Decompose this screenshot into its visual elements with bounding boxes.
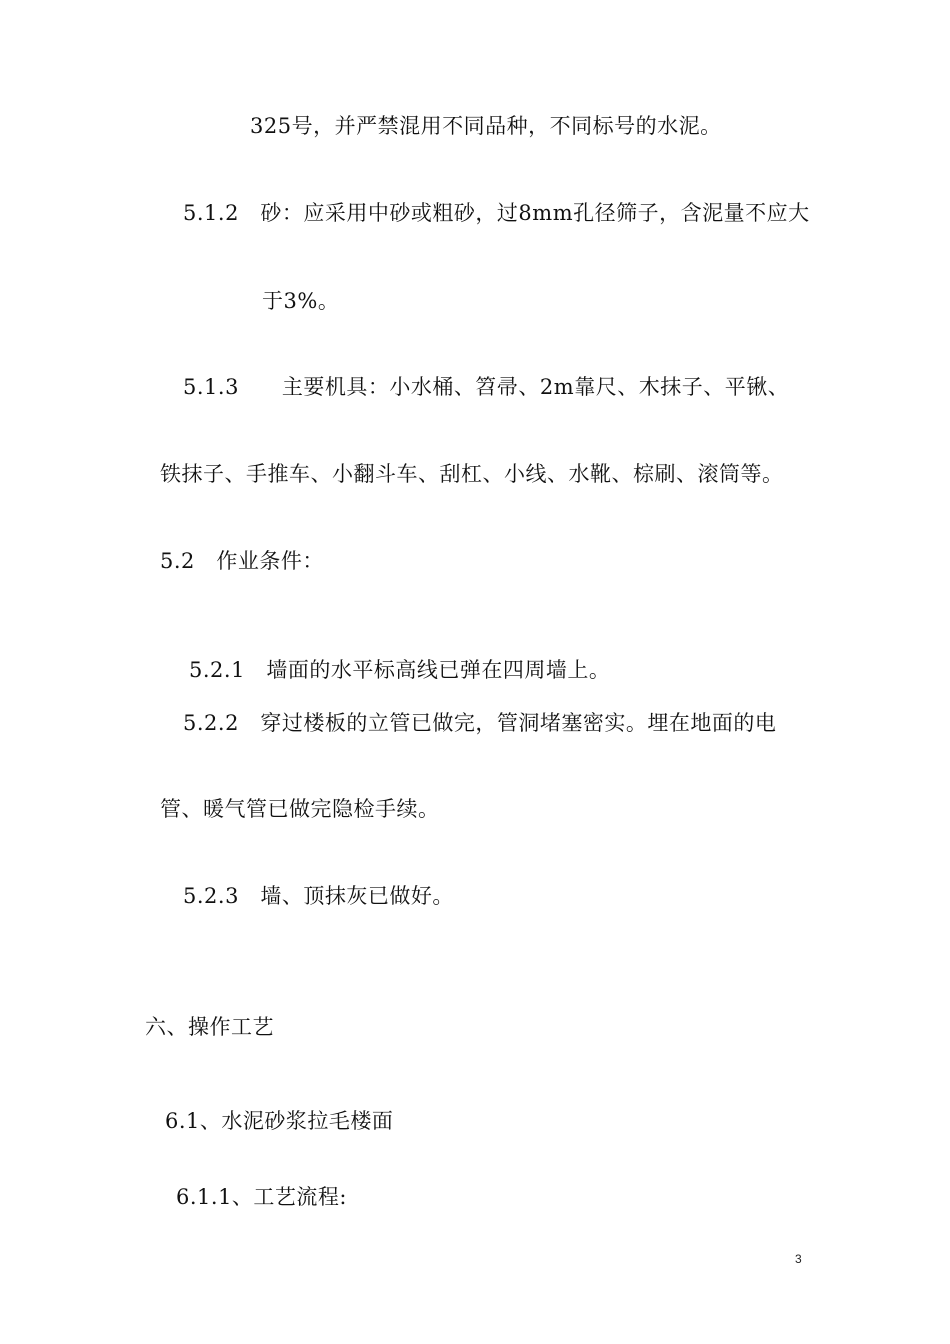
text-line: 5.2.3 墙、顶抹灰已做好。 bbox=[183, 884, 454, 908]
text-line: 325号，并严禁混用不同品种，不同标号的水泥。 bbox=[250, 114, 722, 138]
page-number: 3 bbox=[795, 1252, 802, 1266]
section-heading: 5.2 作业条件： bbox=[160, 549, 324, 573]
text-line: 5.1.2 砂：应采用中砂或粗砂，过8mm孔径筛子，含泥量不应大 bbox=[183, 201, 810, 225]
text-line: 5.2.1 墙面的水平标高线已弹在四周墙上。 bbox=[189, 658, 611, 682]
subsection-heading: 6.1.1、工艺流程: bbox=[176, 1185, 348, 1209]
text-line: 铁抹子、手推车、小翻斗车、刮杠、小线、水靴、棕刷、滚筒等。 bbox=[160, 462, 784, 486]
chapter-heading: 六、操作工艺 bbox=[145, 1015, 274, 1039]
text-line: 5.1.3 主要机具：小水桶、笤帚、2m靠尺、木抹子、平锹、 bbox=[183, 375, 790, 399]
section-heading: 6.1、水泥砂浆拉毛楼面 bbox=[165, 1109, 394, 1133]
text-line: 于3%。 bbox=[262, 289, 340, 313]
text-line: 5.2.2 穿过楼板的立管已做完，管洞堵塞密实。埋在地面的电 bbox=[183, 711, 777, 735]
text-line: 管、暖气管已做完隐检手续。 bbox=[160, 797, 440, 821]
